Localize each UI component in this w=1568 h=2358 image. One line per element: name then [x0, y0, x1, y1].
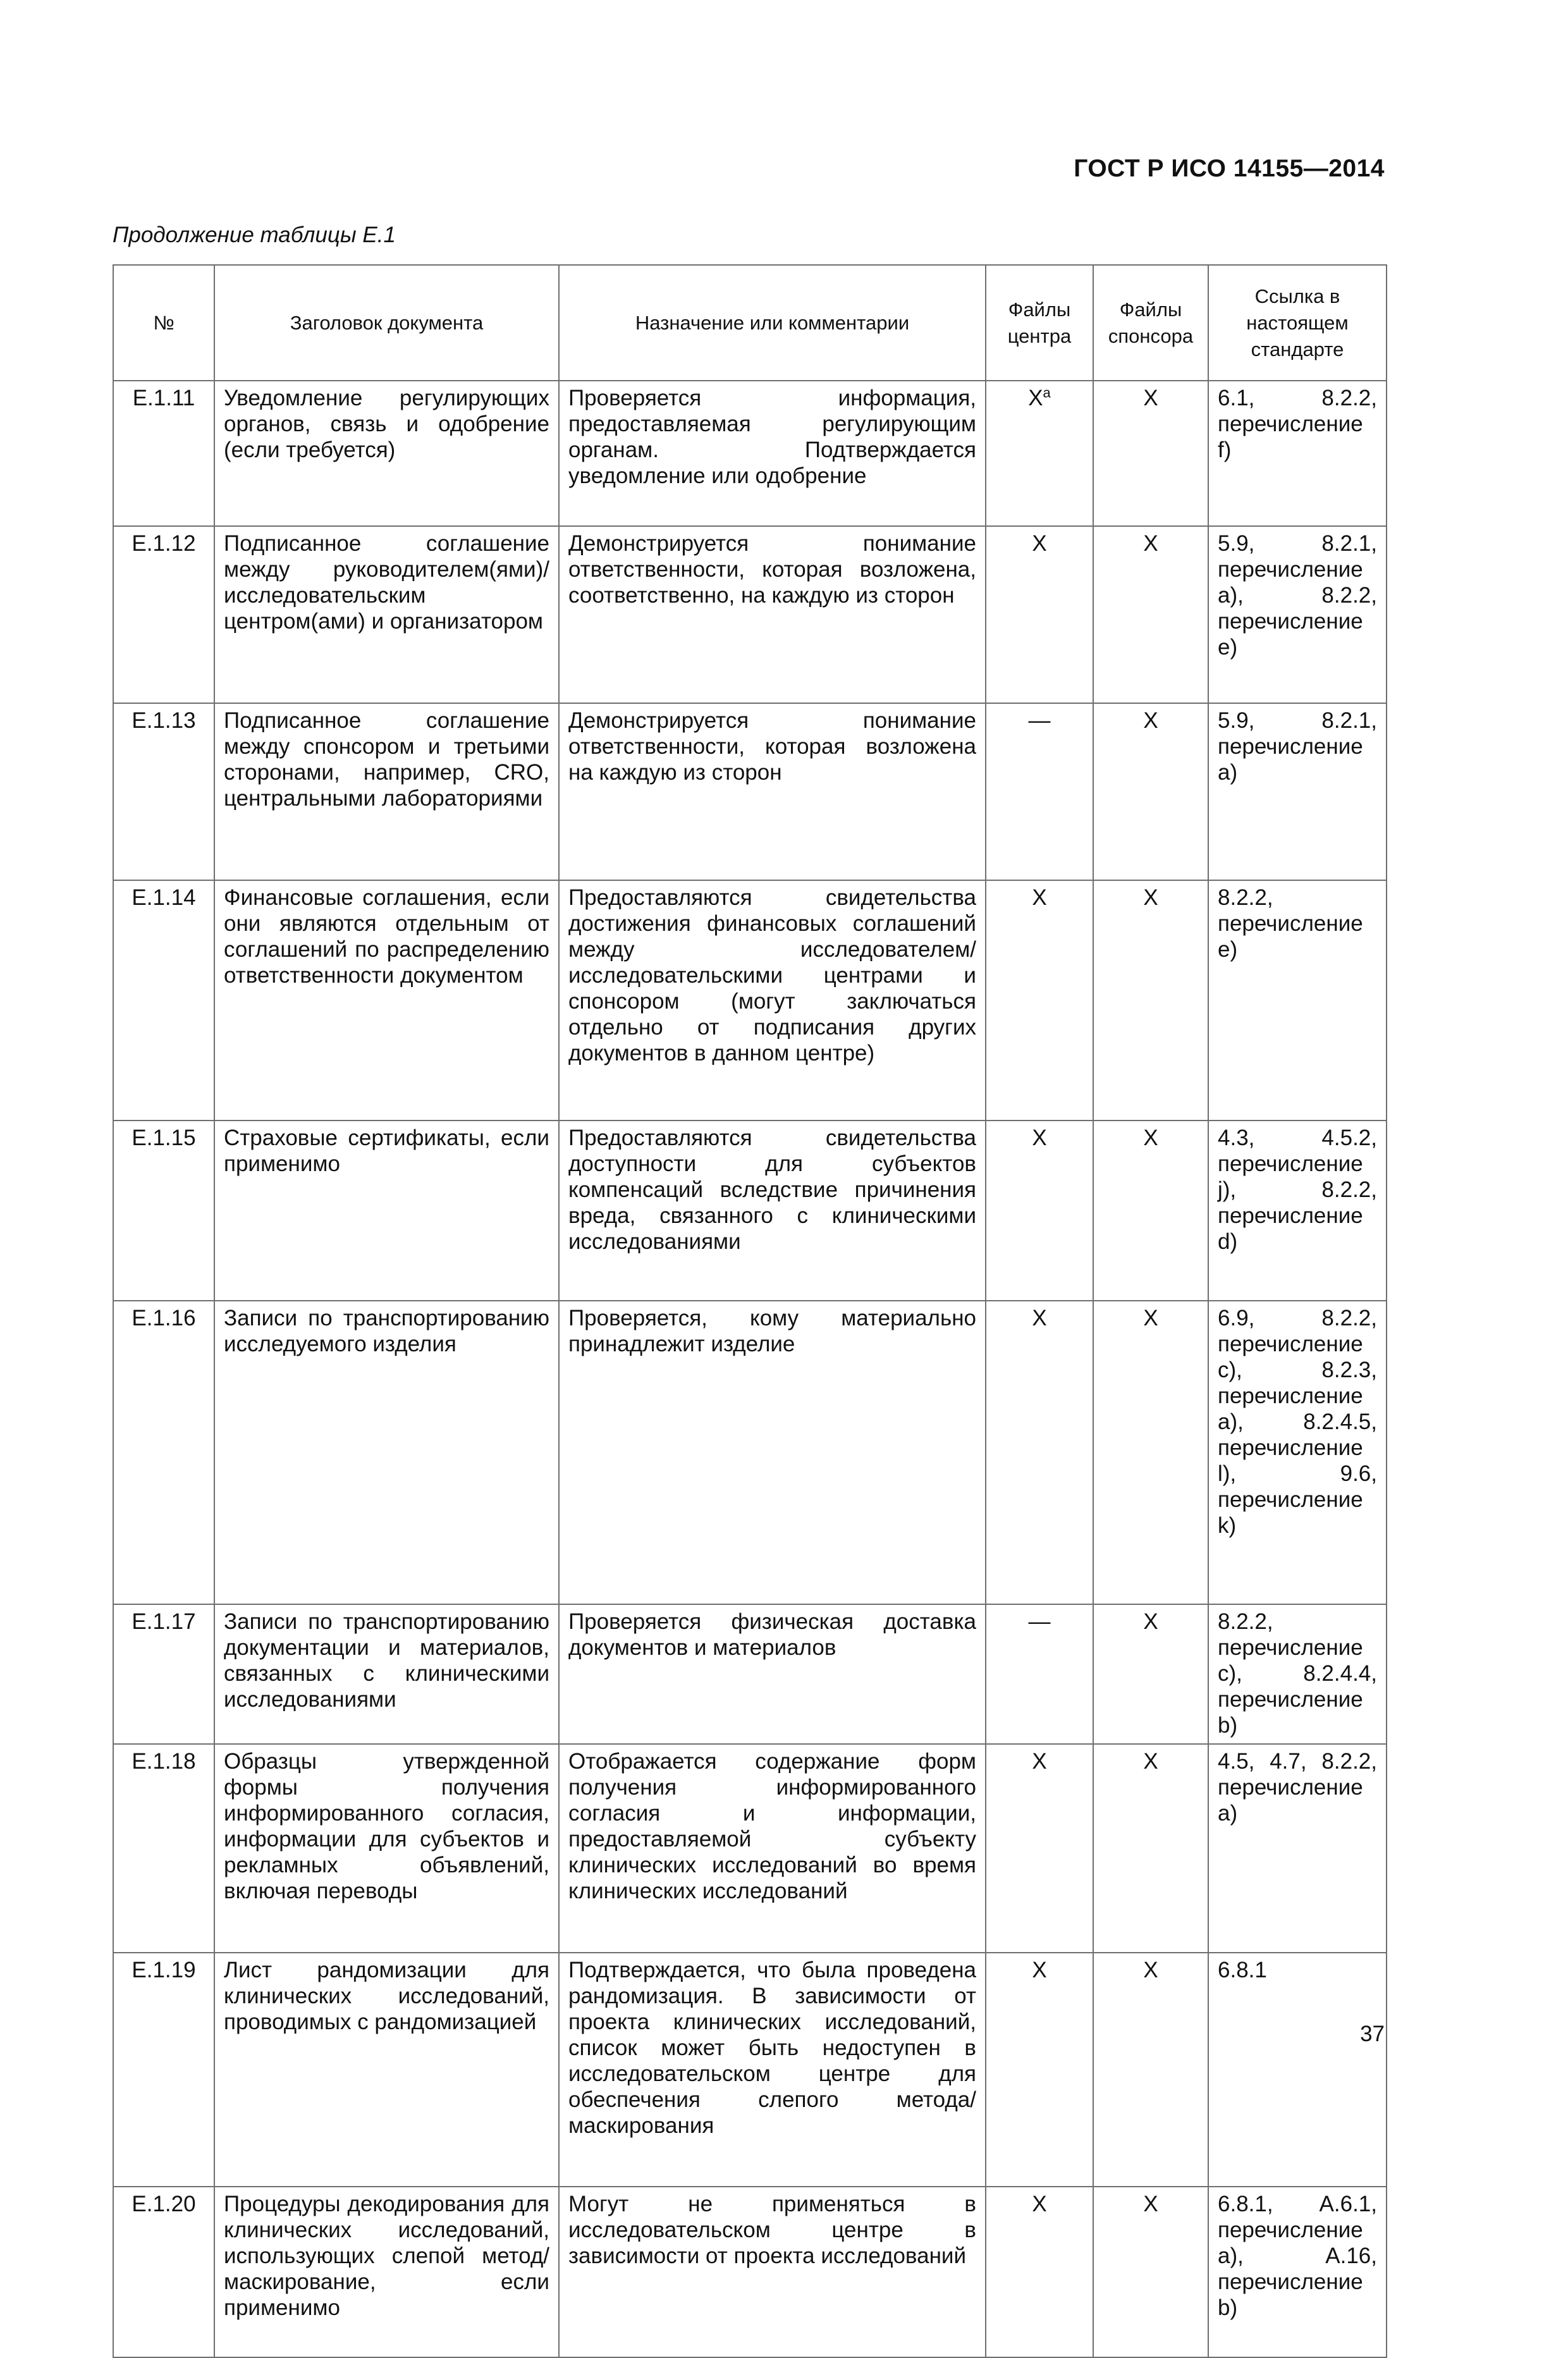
- row-number-cell: [113, 381, 214, 526]
- document-title-text: Финансовые соглашения, если они являются отдельным от соглашений по распределению ответственности документом: [224, 885, 549, 988]
- sponsor-files-cell: [1093, 1744, 1208, 1953]
- document-title-cell: [214, 880, 559, 1121]
- row-number-text: E.1.12: [132, 531, 196, 556]
- row-number-text: E.1.14: [132, 885, 196, 910]
- center-files-cell: [986, 880, 1093, 1121]
- sponsor-files-cell: [1093, 1301, 1208, 1604]
- row-number-cell: [113, 2187, 214, 2357]
- sponsor-files-text: X: [1143, 708, 1158, 733]
- center-files-text: X: [1032, 2192, 1047, 2216]
- table-row: [113, 1744, 1387, 1953]
- row-number-cell: [113, 1744, 214, 1953]
- sponsor-files-text: X: [1143, 1609, 1158, 1634]
- purpose-text: Проверяется физическая доставка документов и материалов: [568, 1609, 976, 1660]
- purpose-cell: [559, 526, 986, 703]
- row-number-text: E.1.15: [132, 1126, 196, 1150]
- purpose-text: Предоставляются свидетельства доступности для субъектов компенсаций вследствие причинения вреда, связанного с клиническими исследованиями: [568, 1126, 976, 1254]
- document-title-text: Уведомление регулирующих органов, связь и одобрение (если требуется): [224, 386, 549, 462]
- reference-cell: [1208, 381, 1387, 526]
- document-title-cell: [214, 703, 559, 880]
- reference-cell: [1208, 1121, 1387, 1301]
- row-number-text: E.1.13: [132, 708, 196, 733]
- row-number-cell: [113, 1301, 214, 1604]
- purpose-text: Отображается содержание форм получения информированного согласия и информации, предоставляемой субъекту клинических исследований во время клинических исследований: [568, 1749, 976, 1903]
- reference-text: 5.9, 8.2.1, перечисление а): [1218, 708, 1377, 785]
- center-files-cell: [986, 1121, 1093, 1301]
- center-files-cell: [986, 2187, 1093, 2357]
- purpose-text: Проверяется, кому материально принадлежит изделие: [568, 1306, 976, 1356]
- reference-cell: [1208, 1744, 1387, 1953]
- sponsor-files-cell: [1093, 880, 1208, 1121]
- reference-cell: [1208, 1301, 1387, 1604]
- reference-cell: [1208, 703, 1387, 880]
- document-title-text: Записи по транспортированию исследуемого изделия: [224, 1306, 549, 1356]
- sponsor-files-cell: [1093, 1953, 1208, 2187]
- center-files-text: —: [1028, 1609, 1051, 1634]
- reference-text: 8.2.2, перечисление с), 8.2.4.4, перечисление b): [1218, 1609, 1377, 1738]
- center-files-text: X: [1032, 1126, 1047, 1150]
- row-number-cell: [113, 1121, 214, 1301]
- purpose-text: Подтверждается, что была проведена рандомизация. В зависимости от проекта клинических исследований, список может быть недоступен в исследовательском центре для обеспечения слепого метода/маскирования: [568, 1958, 976, 2138]
- row-number-cell: [113, 1953, 214, 2187]
- document-title-text: Подписанное соглашение между спонсором и третьими сторонами, например, CRO, центральными лабораториями: [224, 708, 549, 811]
- document-title-cell: [214, 381, 559, 526]
- reference-text: 6.8.1, А.6.1, перечисление а), А.16, перечисление b): [1218, 2192, 1377, 2320]
- row-number-cell: [113, 703, 214, 880]
- row-number-text: E.1.18: [132, 1749, 196, 1774]
- table-row: [113, 526, 1387, 703]
- reference-text: 4.5, 4.7, 8.2.2, перечисление а): [1218, 1749, 1377, 1826]
- document-title-cell: [214, 1953, 559, 2187]
- row-number-cell: [113, 1604, 214, 1744]
- purpose-cell: [559, 880, 986, 1121]
- document-title-text: Страховые сертификаты, если применимо: [224, 1126, 549, 1176]
- column-header-sponsor-files: Файлы спонсора: [1093, 265, 1208, 381]
- purpose-text: Демонстрируется понимание ответственности, которая возложена на каждую из сторон: [568, 708, 976, 785]
- purpose-cell: [559, 1953, 986, 2187]
- purpose-cell: [559, 703, 986, 880]
- table-body: [113, 381, 1387, 2357]
- sponsor-files-cell: [1093, 381, 1208, 526]
- purpose-text: Предоставляются свидетельства достижения финансовых соглашений между исследователем/ исследовательскими центрами и спонсором (могут заключаться отдельно от подписания других документов в данном центре): [568, 885, 976, 1065]
- center-files-text: X: [1032, 531, 1047, 556]
- center-files-cell: [986, 1744, 1093, 1953]
- document-title-cell: [214, 1121, 559, 1301]
- footnote-marker: a: [1043, 384, 1051, 401]
- purpose-cell: [559, 1744, 986, 1953]
- reference-cell: [1208, 526, 1387, 703]
- purpose-cell: [559, 1604, 986, 1744]
- table-row: [113, 381, 1387, 526]
- center-files-text: X: [1032, 1306, 1047, 1330]
- reference-cell: [1208, 2187, 1387, 2357]
- row-number-text: E.1.19: [132, 1958, 196, 1982]
- row-number-text: E.1.20: [132, 2192, 196, 2216]
- purpose-cell: [559, 381, 986, 526]
- sponsor-files-text: X: [1143, 1126, 1158, 1150]
- table-row: [113, 2187, 1387, 2357]
- document-code: ГОСТ Р ИСО 14155—2014: [1074, 155, 1385, 182]
- table-header-row: [113, 265, 1387, 381]
- center-files-cell: [986, 1301, 1093, 1604]
- sponsor-files-cell: [1093, 1604, 1208, 1744]
- page-number: 37: [1360, 2022, 1385, 2046]
- column-header-reference: Ссылка в настоящем стандарте: [1208, 265, 1387, 381]
- document-title-text: Образцы утвержденной формы получения информированного согласия, информации для субъектов и рекламных объявлений, включая переводы: [224, 1749, 549, 1903]
- center-files-cell: [986, 1604, 1093, 1744]
- reference-text: 5.9, 8.2.1, перечисление а), 8.2.2, перечисление е): [1218, 531, 1377, 660]
- document-title-text: Подписанное соглашение между руководителем(ями)/ исследовательским центром(ами) и организатором: [224, 531, 549, 634]
- table-row: [113, 1301, 1387, 1604]
- document-title-cell: [214, 1604, 559, 1744]
- row-number-cell: [113, 526, 214, 703]
- column-header-purpose: Назначение или комментарии: [559, 265, 986, 381]
- reference-text: 6.9, 8.2.2, перечисление с), 8.2.3, перечисление а), 8.2.4.5, перечисление l), 9.6, перечисление k): [1218, 1306, 1377, 1538]
- document-title-cell: [214, 2187, 559, 2357]
- document-title-cell: [214, 526, 559, 703]
- sponsor-files-cell: [1093, 1121, 1208, 1301]
- column-header-number: №: [113, 265, 214, 381]
- document-title-cell: [214, 1744, 559, 1953]
- table-caption: Продолжение таблицы Е.1: [113, 223, 396, 247]
- reference-cell: [1208, 880, 1387, 1121]
- column-header-title: Заголовок документа: [214, 265, 559, 381]
- reference-cell: [1208, 1953, 1387, 2187]
- sponsor-files-cell: [1093, 526, 1208, 703]
- reference-text: 8.2.2, перечисление е): [1218, 885, 1363, 962]
- row-number-text: E.1.17: [132, 1609, 196, 1634]
- table-row: [113, 1953, 1387, 2187]
- purpose-text: Проверяется информация, предоставляемая регулирующим органам. Подтверждается уведомление или одобрение: [568, 386, 976, 488]
- documents-table: [113, 264, 1387, 2358]
- sponsor-files-text: X: [1143, 531, 1158, 556]
- sponsor-files-text: X: [1143, 1958, 1158, 1982]
- row-number-cell: [113, 880, 214, 1121]
- column-header-center-files: Файлы центра: [986, 265, 1093, 381]
- sponsor-files-text: X: [1143, 885, 1158, 910]
- table-row: [113, 1121, 1387, 1301]
- purpose-cell: [559, 1301, 986, 1604]
- center-files-text: X: [1032, 1749, 1047, 1774]
- table-row: [113, 880, 1387, 1121]
- sponsor-files-text: X: [1143, 2192, 1158, 2216]
- purpose-text: Демонстрируется понимание ответственности, которая возложена, соответственно, на каждую из сторон: [568, 531, 976, 608]
- sponsor-files-cell: [1093, 2187, 1208, 2357]
- reference-text: 6.8.1: [1218, 1958, 1267, 1982]
- document-title-cell: [214, 1301, 559, 1604]
- reference-text: 6.1, 8.2.2, перечисление f): [1218, 386, 1377, 462]
- center-files-cell: [986, 526, 1093, 703]
- center-files-cell: [986, 703, 1093, 880]
- purpose-cell: [559, 2187, 986, 2357]
- document-title-text: Записи по транспортированию документации и материалов, связанных с клиническими исследованиями: [224, 1609, 549, 1712]
- reference-cell: [1208, 1604, 1387, 1744]
- center-files-cell: [986, 1953, 1093, 2187]
- center-files-text: X: [1032, 885, 1047, 910]
- document-title-text: Процедуры декодирования для клинических исследований, использующих слепой метод/ маскирование, если применимо: [224, 2192, 549, 2320]
- row-number-text: E.1.16: [132, 1306, 196, 1330]
- table-row: [113, 1604, 1387, 1744]
- sponsor-files-text: X: [1143, 386, 1158, 410]
- table-row: [113, 703, 1387, 880]
- center-files-text: X: [1028, 386, 1043, 410]
- center-files-text: —: [1028, 708, 1051, 733]
- reference-text: 4.3, 4.5.2, перечисление j), 8.2.2, перечисление d): [1218, 1126, 1377, 1254]
- row-number-text: E.1.11: [132, 386, 195, 410]
- purpose-cell: [559, 1121, 986, 1301]
- sponsor-files-cell: [1093, 703, 1208, 880]
- center-files-text: X: [1032, 1958, 1047, 1982]
- center-files-cell: [986, 381, 1093, 526]
- document-title-text: Лист рандомизации для клинических исследований, проводимых с рандомизацией: [224, 1958, 549, 2034]
- sponsor-files-text: X: [1143, 1306, 1158, 1330]
- purpose-text: Могут не применяться в исследовательском центре в зависимости от проекта исследований: [568, 2192, 976, 2268]
- sponsor-files-text: X: [1143, 1749, 1158, 1774]
